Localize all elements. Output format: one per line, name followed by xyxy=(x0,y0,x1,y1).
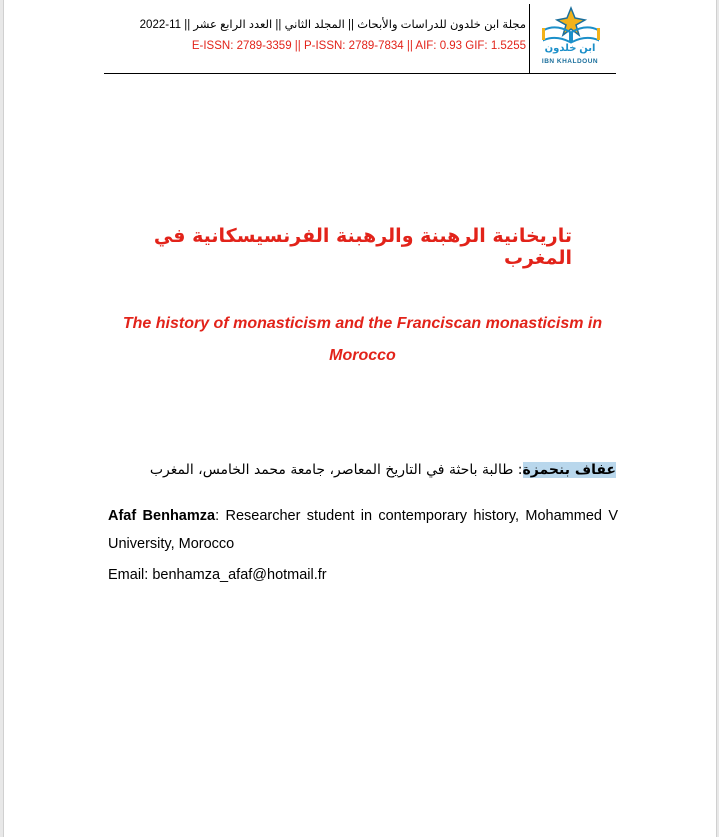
issn-line: E-ISSN: 2789-3359 || P-ISSN: 2789-7834 || AIF: 0.93 GIF: 1.5255 xyxy=(191,40,526,52)
author-line-arabic xyxy=(104,462,616,478)
journal-logo xyxy=(536,6,606,72)
journal-header xyxy=(106,16,526,56)
email-line xyxy=(108,567,327,583)
book-star-icon xyxy=(536,6,606,46)
author-name-arabic: عفاف بنحمزة xyxy=(522,462,616,478)
colon-separator: : xyxy=(215,508,226,524)
article-title-english: The history of monasticism and the Franciscan monasticism in Morocco xyxy=(122,315,603,364)
document-page xyxy=(3,0,717,837)
article-title-arabic: تاريخانية الرهبنة والرهبنة الفرنسيسكانية في المغرب xyxy=(153,225,572,269)
author-affiliation-english: Researcher student in contemporary history, Mohammed V University, Morocco xyxy=(108,508,618,552)
journal-info-arabic: مجلة ابن خلدون للدراسات والأبحاث || المجلد الثاني || العدد الرابع عشر || 11-2022 xyxy=(139,19,526,31)
author-affiliation-arabic: طالبة باحثة في التاريخ المعاصر، جامعة محمد الخامس، المغرب xyxy=(149,462,514,478)
colon-separator: : xyxy=(513,462,523,478)
header-divider-vertical xyxy=(529,4,530,74)
author-line-english xyxy=(108,502,618,558)
email-address[interactable]: benhamza_afaf@hotmail.fr xyxy=(152,567,327,583)
header-divider-horizontal xyxy=(104,73,616,74)
logo-text-english: IBN KHALDOUN xyxy=(541,58,599,65)
email-label: Email: xyxy=(108,567,149,583)
logo-text-arabic: ابن خلدون xyxy=(544,43,596,54)
author-name-english: Afaf Benhamza xyxy=(108,508,216,524)
